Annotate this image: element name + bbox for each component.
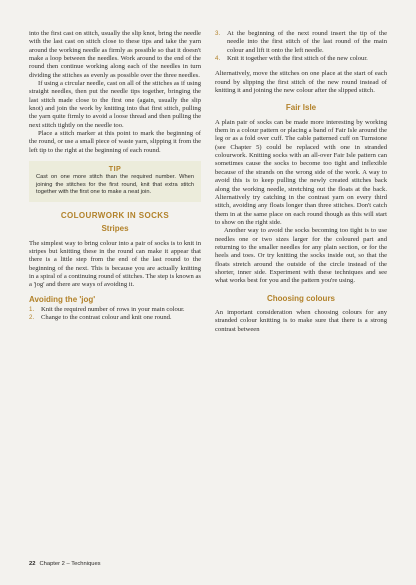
list-item-text: Knit the required number of rows in your main colour. [41,306,185,314]
paragraph: Alternatively, move the stitches on one place at the start of each round by slipping the first stitch of the new round instead of knitting it and joining the new colour after the slipped stitch. [215,70,387,95]
left-column [29,30,201,323]
chapter-label: Chapter 2 – Techniques [39,561,101,567]
tip-text: Cast on one more stitch than the required number. When joining the stitches for the first round, knit that extra stitch together with the first one to make a neat join. [36,174,194,196]
list-item [215,55,387,63]
list-item [29,306,201,314]
paragraph: Place a stitch marker at this point to mark the beginning of the round, or use a small piece of waste yarn, slipping it from the left tip to the right at the beginning of each round. [29,130,201,154]
paragraph: If using a circular needle, cast on all of the stitches as if using straight needles, then put the needle tips together, bringing the last stitch made close to the first one (again, usually the slip knot) and join the work by knitting into that first stitch, pulling the yarn quite firmly to avoid a loose thread and then pulling the next stitch tightly on the needle too. [29,80,201,129]
paragraph: A plain pair of socks can be made more interesting by working them in a colour pattern or placing a band of Fair Isle around the leg or as a fold over cuff. The cable patterned cuff on Turnstone (see Chapter 5) could be replaced with one in stranded colourwork. Knitting socks with an all-over Fair Isle pattern can sometimes cause the socks to become too tight and inflexible because of the strands on the wrong side of the work. A way to avoid this is to keep pulling the newly created stitches back along the working needle, stretching out the floats at the back. Alternatively try catching in the contrast yarn on every third stitch, avoiding any floats longer than three stitches. Don't catch them in at the same place on each round though as this will start to show on the right side. [215,118,387,226]
list-number: 1. [29,306,35,314]
list-number: 2. [29,314,35,322]
subheading-fair-isle: Fair Isle [285,103,317,113]
paragraph: The simplest way to bring colour into a pair of socks is to knit in stripes but knitting these in the round can make it appear that there is a little step from the end of the last round to the beginning of the next. This is because you are actually knitting in a spiral of a continuing round of stitches. The step is known as a 'jog' and there are ways of avoiding it. [29,239,201,289]
page-number: 22 [29,561,36,567]
subheading-choosing-colours: Choosing colours [267,293,335,303]
paragraph: An important consideration when choosing colours for any stranded colour knitting is to make sure that there is a strong contrast between [215,308,387,333]
right-column [215,30,387,334]
page-footer [29,560,101,568]
paragraph: into the first cast on stitch, usually the slip knot, bring the needle with the last cast on stitch close to these tips and take the yarn around the working needle as firmly as possible so that it doesn't make a loop between the needles. Work around to the end of the round then continue working along each of the needles in turn dividing the stitches as evenly as possible over the three needles. [29,30,201,79]
subheading-stripes: Stripes [101,224,129,234]
list-item [215,30,387,55]
paragraph: Another way to avoid the socks becoming too tight is to use needles one or two sizes larger for the coloured part and returning to the smaller needles for any plain section, or for the heels and toes. Or try knitting the socks inside out, so that the floats stretch around the outside of the circle instead of the shorter, inner side. Experiment with these techniques and see what works best for you and the pattern you're using. [215,227,387,285]
list-item-text: Change to the contrast colour and knit one round. [41,314,172,322]
tip-title: TIP [108,164,122,174]
list-number: 4. [215,55,221,63]
list-item [29,314,201,322]
list-number: 3. [215,30,221,37]
list-item-text: At the beginning of the next round insert the tip of the needle into the first stitch of the last round of the main colour and lift it onto the left needle. [227,30,387,54]
steps-list [215,30,387,63]
subheading-avoiding-jog: Avoiding the 'jog' [29,294,96,304]
tip-box [29,161,201,202]
section-heading: COLOURWORK IN SOCKS [60,210,170,220]
list-item-text: Knit it together with the first stitch of the new colour. [227,55,368,63]
steps-list [29,306,201,323]
